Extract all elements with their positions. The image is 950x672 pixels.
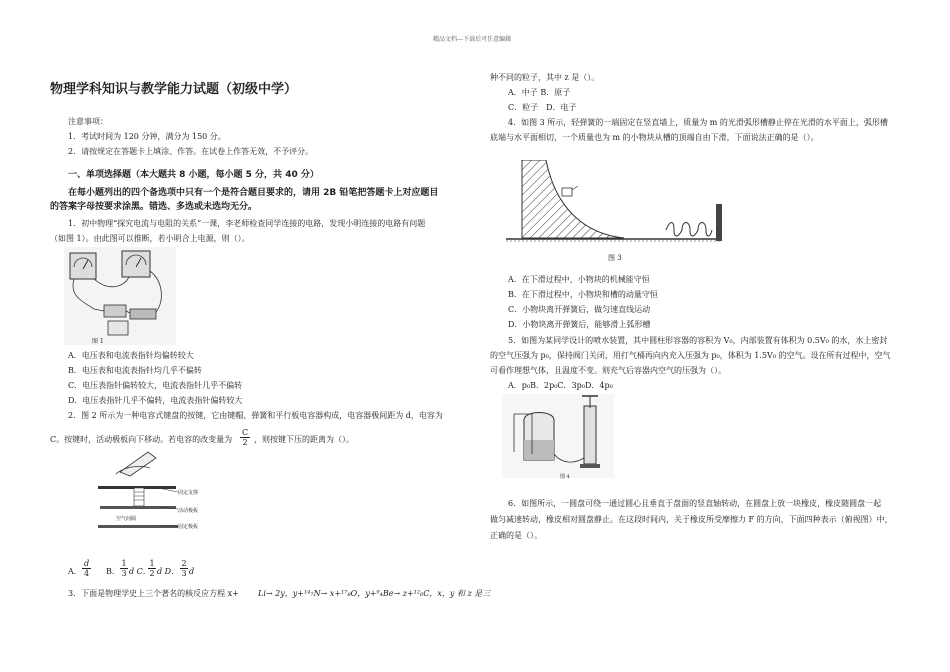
q4-option-d: D．小物块离开弹簧后，能够滑上弧形槽 xyxy=(508,320,651,329)
figure-1-circuit xyxy=(64,247,176,345)
figure-4-label: 图 4 xyxy=(560,474,570,480)
q2-option-a-fraction xyxy=(82,559,91,578)
q2-option-b-fraction xyxy=(120,559,128,578)
q1-option-a: A．电压表和电流表指针均偏转较大 xyxy=(68,351,194,360)
figure-2-label-air-gap: 空气间隔 xyxy=(116,516,137,522)
q6-stem-line3: 正确的是（）。 xyxy=(490,531,542,540)
q1-stem-line2: （如图 1）。由此图可以推断，若小明合上电源，则（）。 xyxy=(50,234,250,243)
q6-stem-line1: 6．如图所示，一圆盘可绕一通过圆心且垂直于盘面的竖直轴转动，在圆盘上放一块橡皮，橡皮随圆盘一起 xyxy=(508,499,882,508)
q3-options-cd: C．粒子 D．电子 xyxy=(508,103,577,112)
notice-item-2: 2．请按规定在答题卡上填涂、作答。在试卷上作答无效，不予评分。 xyxy=(68,147,314,156)
q3-stem-cont: 种不同的粒子，其中 z 是（）。 xyxy=(490,73,600,82)
q2-option-a-label: A． xyxy=(68,567,82,576)
q4-stem-line1: 4．如图 3 所示，轻弹簧的一端固定在竖直墙上，质量为 m 的光滑弧形槽静止停在光滑的水平面上，弧形槽 xyxy=(508,118,888,127)
q2-fraction-num: C xyxy=(241,428,249,437)
q2-stem-line1: 2．图 2 所示为一种电容式键盘的按键，它由键帽、弹簧和平行板电容器构成，电容器极间距为 d，电容为 xyxy=(68,411,443,420)
q2-option-a-den: 4 xyxy=(83,569,90,578)
q5-stem-line1: 5．如图为某同学设计的喷水装置，其中圆柱形容器的容积为 V₀，内部装置有体积为 0.5V₀ 的水，水上密封 xyxy=(508,336,888,345)
q2-fraction xyxy=(240,428,250,447)
q3-options-ab: A．中子 B．原子 xyxy=(508,88,571,97)
q2-fraction-den: 2 xyxy=(240,437,250,447)
q1-option-c: C．电压表指针偏转较大，电流表指针几乎不偏转 xyxy=(68,381,243,390)
q5-options: A．p₀B．2p₀C．3p₀D．4p₀ xyxy=(508,381,613,390)
figure-2-label-support: 固定支撑 xyxy=(178,490,199,496)
page-title: 物理学科知识与教学能力试题（初级中学） xyxy=(50,82,298,97)
figure-2-label-moving-plate: 活动极板 xyxy=(178,508,199,514)
q2-option-d-num: 2 xyxy=(181,559,187,568)
section-instructions-2: 的答案字母按要求涂黑。错选、多选或未选均无分。 xyxy=(50,202,258,212)
section-instructions-1: 在每小题列出的四个备选项中只有一个是符合题目要求的，请用 2B 铅笔把答题卡上对应题目 xyxy=(68,188,439,198)
q4-option-b: B．在下滑过程中，小物块和槽的动量守恒 xyxy=(508,290,658,299)
q1-option-b: B．电压表和电流表指针均几乎不偏转 xyxy=(68,366,202,375)
q5-stem-line2: 的空气压强为 p₀，保持阀门关闭，用打气桶再向内充入压强为 p₀，体积为 1.5V₀ 的空气。设在所有过程中，空气 xyxy=(490,351,891,360)
q1-stem-line1: 1．初中物理“探究电流与电阻的关系”一课，李老师检查同学连接的电路，发现小明连接的电路有问题 xyxy=(68,219,426,228)
q2-option-d-fraction xyxy=(180,559,188,578)
q2-option-d-den: 3 xyxy=(181,569,187,578)
q2-option-d-tail: d xyxy=(189,567,195,576)
q2-option-b-num: 1 xyxy=(121,559,127,568)
q2-stem-line2b: ，则按键下压的距离为（）。 xyxy=(254,435,354,444)
q2-option-c-num: 1 xyxy=(149,559,155,568)
q3-stem-line1: 3．下面是物理学史上三个著名的核反应方程 x+ xyxy=(68,589,239,598)
q3-equation: Li→ 2y，y+¹⁴₇N→ x+¹⁷₈O，y+⁹₄Be→ z+¹²₆C，x，y 和 z 是三 xyxy=(258,589,491,598)
section-heading: 一、单项选择题（本大题共 8 小题，每小题 5 分，共 40 分） xyxy=(68,170,319,180)
figure-3-arc-slot xyxy=(506,160,728,260)
q6-stem-line2: 做匀减速转动，橡皮相对圆盘静止。在这段时间内，关于橡皮所受摩擦力 F 的方向，下面四种表示（俯视图）中， xyxy=(490,515,893,524)
notice-item-1: 1．考试时间为 120 分钟，满分为 150 分。 xyxy=(68,132,226,141)
q1-option-d: D．电压表指针几乎不偏转，电流表指针偏转较大 xyxy=(68,396,243,405)
q4-option-a: A．在下滑过程中，小物块的机械能守恒 xyxy=(508,275,650,284)
figure-4-water-sprayer xyxy=(502,394,614,478)
q5-stem-line3: 可看作理想气体，且温度不变。则充气后容器内空气的压强为（）。 xyxy=(490,366,726,375)
q2-option-c-den: 2 xyxy=(149,569,155,578)
figure-2-keyboard-key xyxy=(98,450,218,542)
q4-stem-line2: 底端与水平面相切，一个质量也为 m 的小物块从槽的顶端自由下滑，下面说法正确的是（）。 xyxy=(490,133,819,142)
q2-option-b-tail: d C． xyxy=(129,567,151,576)
notice-heading: 注意事项： xyxy=(68,117,108,126)
q2-option-c-tail: d D． xyxy=(157,567,180,576)
q2-option-b-label: B． xyxy=(106,567,120,576)
q2-stem-line2a: C。按键时，活动极板向下移动。若电容的改变量为 xyxy=(50,435,233,444)
figure-2-label-fixed-plate: 固定极板 xyxy=(178,524,199,530)
q2-option-a-num: d xyxy=(83,559,90,568)
q2-option-b-den: 3 xyxy=(121,569,127,578)
q4-option-c: C．小物块离开弹簧后，做匀速直线运动 xyxy=(508,305,651,314)
page-header: 精品文档---下载后可任意编辑 xyxy=(433,36,512,43)
figure-1-label: 图 1 xyxy=(92,338,104,345)
q2-option-c-fraction xyxy=(148,559,156,578)
figure-3-label: 图 3 xyxy=(608,254,622,262)
